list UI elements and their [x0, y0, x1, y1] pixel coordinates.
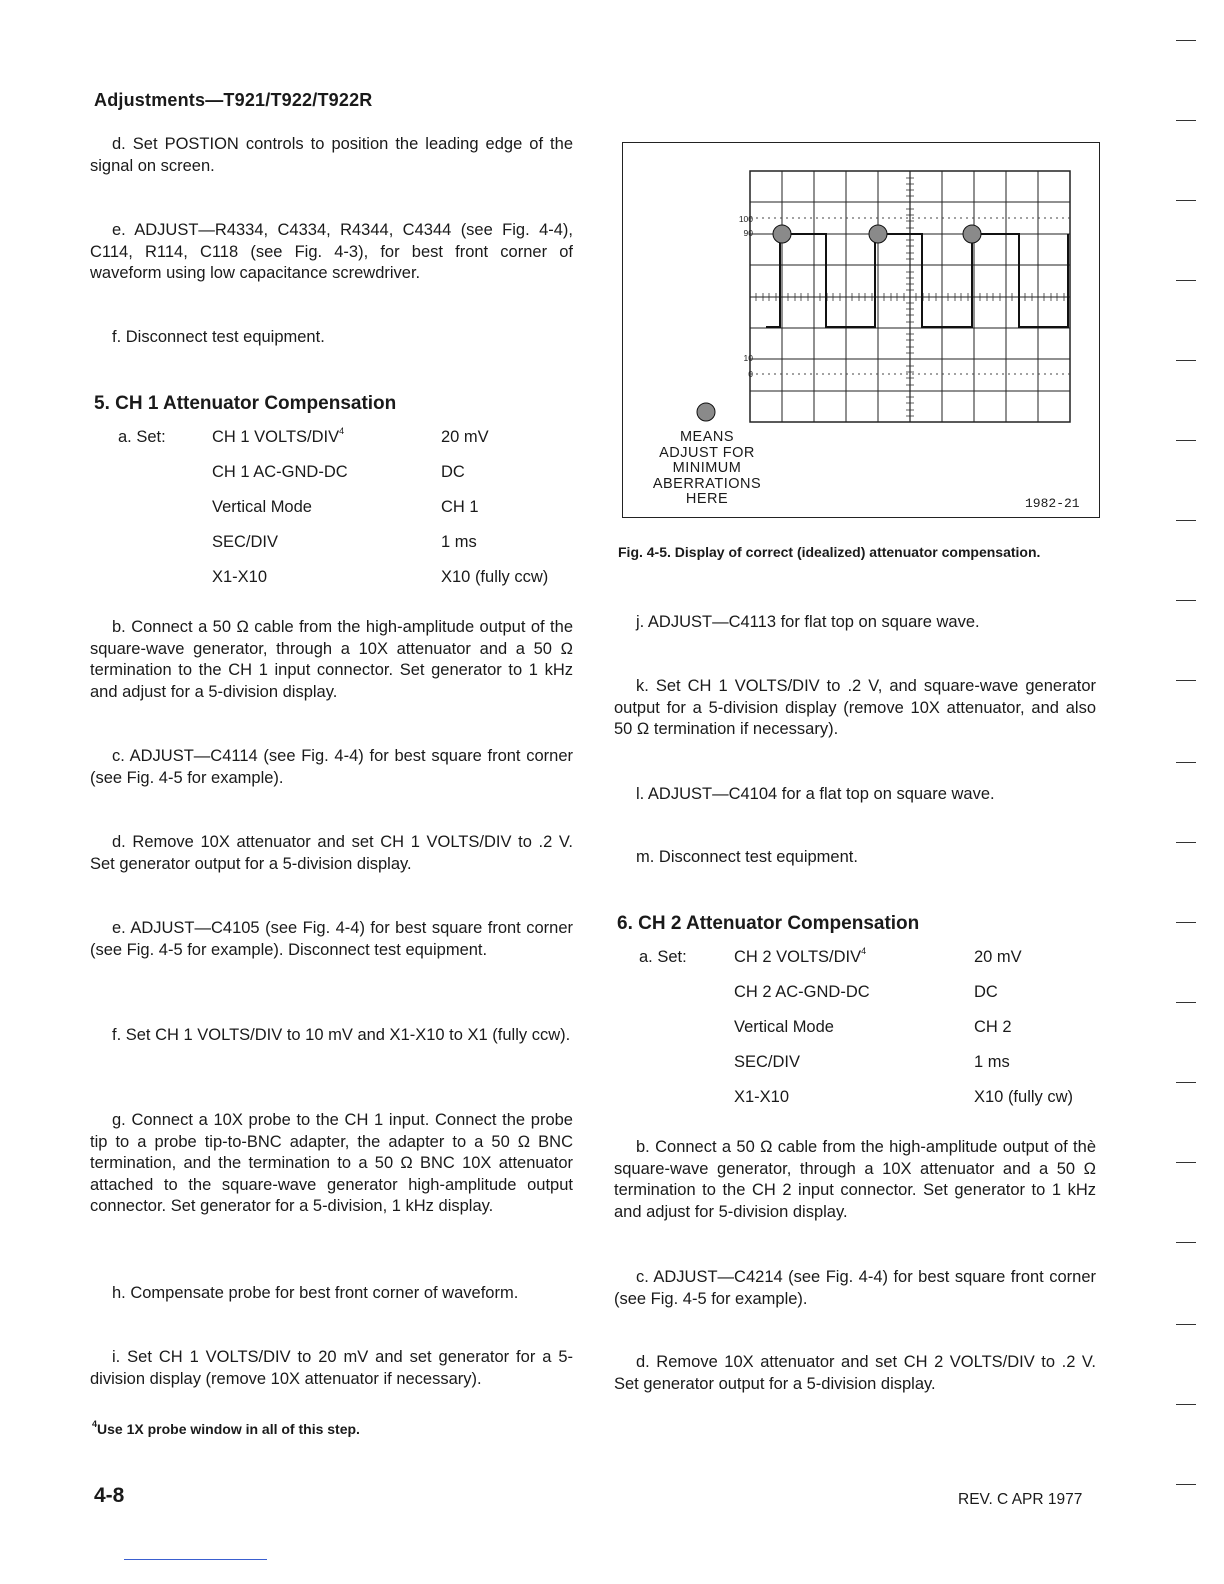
set-label: a. Set:	[118, 428, 166, 446]
setting-value: 20 mV	[441, 428, 489, 446]
edge-mark	[1176, 1082, 1196, 1083]
edge-mark	[1176, 1404, 1196, 1405]
setting-value: CH 2	[974, 1018, 1012, 1036]
step-d-position: d. Set POSTION controls to position the leading edge of the signal on screen.	[90, 135, 573, 175]
scan-artifact-line	[124, 1559, 267, 1560]
settings-row	[0, 1053, 1150, 1075]
setting-name: X1-X10	[212, 568, 268, 586]
setting-name: CH 2 VOLTS/DIV$^4$	[734, 946, 867, 966]
edge-mark	[1176, 600, 1196, 601]
edge-mark	[1176, 280, 1196, 281]
setting-value: 1 ms	[441, 533, 477, 551]
edge-mark	[1176, 120, 1196, 121]
setting-value: 1 ms	[974, 1053, 1010, 1071]
setting-name: CH 1 VOLTS/DIV$^4$	[212, 426, 345, 446]
step-6d: d. Remove 10X attenuator and set CH 2 VOLTS/DIV to .2 V. Set generator output for a 5-division display.	[614, 1353, 1096, 1393]
step-5k: k. Set CH 1 VOLTS/DIV to .2 V, and square-wave generator output for a 5-division display (remove 10X attenuator, and also 50 Ω termination if necessary).	[614, 677, 1096, 738]
edge-mark	[1176, 40, 1196, 41]
label-100: 100	[738, 213, 753, 224]
legend-text: MEANS ADJUST FOR MINIMUM ABERRATIONS HERE	[652, 429, 762, 507]
step-5m: m. Disconnect test equipment.	[636, 848, 858, 866]
setting-name: SEC/DIV	[734, 1053, 801, 1071]
step-6b: b. Connect a 50 Ω cable from the high-amplitude output of thè square-wave generator, through a 10X attenuator and a 50 Ω termination to the CH 2 input connector. Set generator to 1 kHz and adjust for 5-division display.	[614, 1138, 1096, 1221]
setting-name: Vertical Mode	[734, 1018, 834, 1036]
edge-mark	[1176, 200, 1196, 201]
settings-row	[0, 498, 600, 520]
settings-row	[0, 568, 600, 590]
page-number: 4-8	[94, 1484, 125, 1507]
step-5h: h. Compensate probe for best front corner of waveform.	[112, 1284, 519, 1302]
settings-row	[0, 428, 600, 450]
step-5i: i. Set CH 1 VOLTS/DIV to 20 mV and set generator for a 5-division display (remove 10X attenuator if necessary).	[90, 1348, 573, 1388]
section-5-title: 5. CH 1 Attenuator Compensation	[94, 393, 397, 414]
footnote: $^4$Use 1X probe window in all of this step.	[92, 1419, 360, 1437]
edge-mark	[1176, 680, 1196, 681]
adjust-markers	[697, 225, 981, 421]
edge-mark	[1176, 1162, 1196, 1163]
setting-value: X10 (fully ccw)	[441, 568, 549, 586]
setting-value: DC	[974, 983, 998, 1001]
settings-row	[0, 948, 1150, 970]
label-90: 90	[743, 227, 753, 238]
label-0: 0	[747, 368, 753, 379]
step-5j: j. ADJUST—C4113 for flat top on square wave.	[636, 613, 980, 631]
setting-name: X1-X10	[734, 1088, 790, 1106]
edge-mark	[1176, 1002, 1196, 1003]
setting-value: CH 1	[441, 498, 479, 516]
step-5l: l. ADJUST—C4104 for a flat top on square wave.	[636, 785, 995, 803]
step-5e: e. ADJUST—C4105 (see Fig. 4-4) for best square front corner (see Fig. 4-5 for example). Disconnect test equipment.	[90, 919, 573, 959]
settings-row	[0, 983, 1150, 1005]
set-label: a. Set:	[639, 948, 687, 966]
edge-mark	[1176, 922, 1196, 923]
step-5b: b. Connect a 50 Ω cable from the high-amplitude output of the square-wave generator, through a 10X attenuator and a 50 Ω termination to the CH 1 input connector. Set generator to 1 kHz and adjust for a 5-division display.	[90, 618, 573, 701]
settings-row	[0, 533, 600, 555]
edge-mark	[1176, 440, 1196, 441]
edge-mark	[1176, 520, 1196, 521]
setting-name: CH 2 AC-GND-DC	[734, 983, 870, 1001]
edge-mark	[1176, 762, 1196, 763]
settings-row	[0, 463, 600, 485]
setting-value: X10 (fully cw)	[974, 1088, 1074, 1106]
figure-caption: Fig. 4-5. Display of correct (idealized) attenuator compensation.	[618, 544, 1041, 560]
revision-date: REV. C APR 1977	[958, 1491, 1083, 1508]
step-e-adjust: e. ADJUST—R4334, C4334, R4344, C4344 (see Fig. 4-4), C114, R114, C118 (see Fig. 4-3), for best front corner of waveform using low capacitance screwdriver.	[90, 221, 573, 282]
figure-4-5	[622, 142, 1100, 518]
step-5c: c. ADJUST—C4114 (see Fig. 4-4) for best square front corner (see Fig. 4-5 for example).	[90, 747, 573, 787]
setting-name: CH 1 AC-GND-DC	[212, 463, 348, 481]
setting-name: SEC/DIV	[212, 533, 279, 551]
step-6c: c. ADJUST—C4214 (see Fig. 4-4) for best square front corner (see Fig. 4-5 for example).	[614, 1268, 1096, 1308]
figure-number: 1982-21	[1025, 496, 1080, 511]
edge-mark	[1176, 1242, 1196, 1243]
step-5f: f. Set CH 1 VOLTS/DIV to 10 mV and X1-X10 to X1 (fully ccw).	[112, 1026, 571, 1044]
label-10: 10	[743, 352, 753, 363]
section-6-title: 6. CH 2 Attenuator Compensation	[617, 913, 920, 934]
page-header: Adjustments—T921/T922/T922R	[94, 90, 373, 110]
square-wave-trace	[766, 234, 1068, 327]
step-f-disconnect: f. Disconnect test equipment.	[112, 328, 325, 346]
edge-mark	[1176, 1324, 1196, 1325]
edge-mark	[1176, 842, 1196, 843]
setting-value: 20 mV	[974, 948, 1022, 966]
edge-mark	[1176, 1484, 1196, 1485]
step-5d: d. Remove 10X attenuator and set CH 1 VOLTS/DIV to .2 V. Set generator output for a 5-division display.	[90, 833, 573, 873]
setting-name: Vertical Mode	[212, 498, 312, 516]
setting-value: DC	[441, 463, 465, 481]
edge-mark	[1176, 360, 1196, 361]
settings-row	[0, 1018, 1150, 1040]
step-5g: g. Connect a 10X probe to the CH 1 input. Connect the probe tip to a probe tip-to-BNC adapter, the adapter to a 50 Ω BNC termination, and the termination to a 50 Ω BNC 10X attenuator attached to the square-wave generator high-amplitude output connector. Set generator for a 5-division, 1 kHz display.	[90, 1111, 573, 1215]
settings-row	[0, 1088, 1150, 1110]
